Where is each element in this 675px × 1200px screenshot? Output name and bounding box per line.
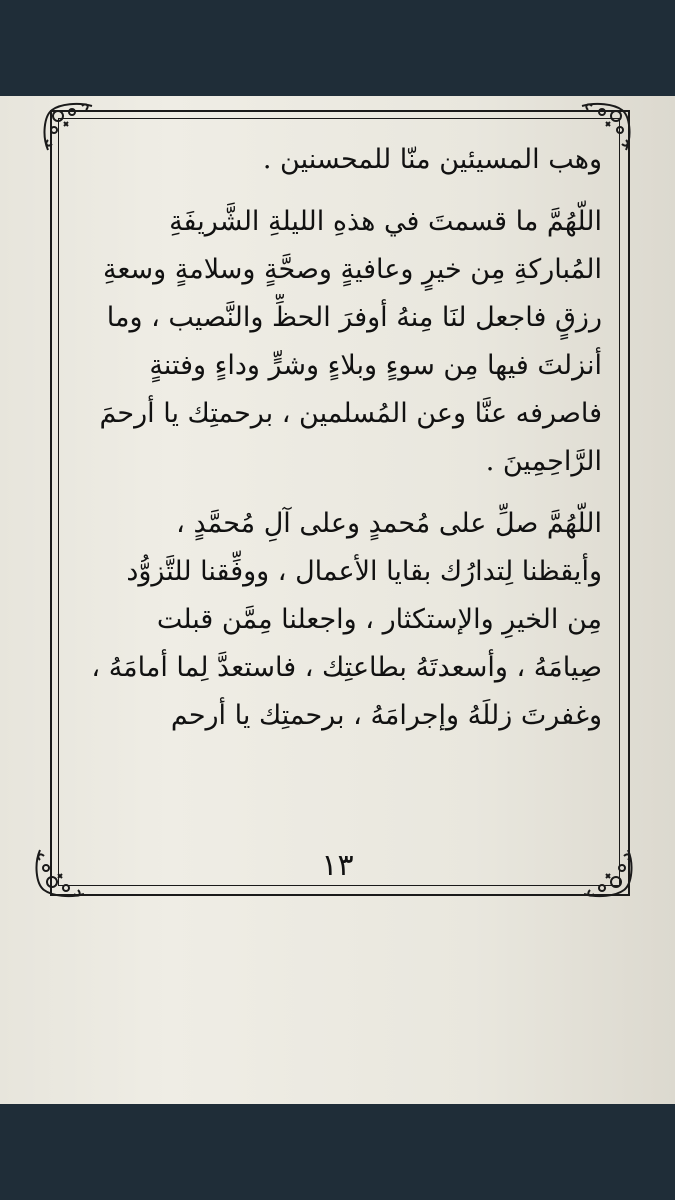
text-line: وأيقظنا لِتدارُك بقايا الأعمال ، ووفِّقنا للتَّزوُّد: [126, 556, 602, 587]
bottom-dark-bar: [0, 1104, 675, 1200]
text-line: اللّهُمَّ ما قسمتَ في هذهِ الليلةِ الشَّريفَةِ: [169, 206, 602, 237]
prayer-text: [82, 136, 602, 740]
text-line: صِيامَهُ ، وأسعدتَهُ بطاعتِك ، فاستعدَّ لِما أمامَهُ ،: [91, 652, 602, 683]
text-line: اللّهُمَّ صلِّ على مُحمدٍ وعلى آلِ مُحمَّدٍ ،: [176, 508, 602, 539]
text-line: أنزلتَ فيها مِن سوءٍ وبلاءٍ وشرٍّ وداءٍ وفتنةٍ: [149, 350, 602, 381]
text-line: وهب المسيئين منّا للمحسنين .: [262, 144, 602, 175]
text-line: فاصرفه عنَّا وعن المُسلمين ، برحمتِك يا أرحمَ: [99, 398, 602, 429]
text-line: المُباركةِ مِن خيرٍ وعافيةٍ وصحَّةٍ وسلامةٍ وسعةِ: [103, 254, 602, 285]
text-line: وغفرتَ زللَهُ وإجرامَهُ ، برحمتِك يا أرحم: [170, 700, 602, 731]
paragraph-2: [82, 500, 602, 740]
text-line: مِن الخيرِ والإستكثار ، واجعلنا مِمَّن قبلت: [156, 604, 602, 635]
text-line: رزقٍ فاجعل لنَا مِنهُ أوفرَ الحظِّ والنَّصيب ، وما: [106, 302, 602, 333]
text-line: الرَّاحِمِينَ .: [485, 446, 602, 477]
top-dark-bar: [0, 0, 675, 96]
paragraph-1: [82, 198, 602, 486]
page-number: ١٣: [321, 848, 354, 883]
